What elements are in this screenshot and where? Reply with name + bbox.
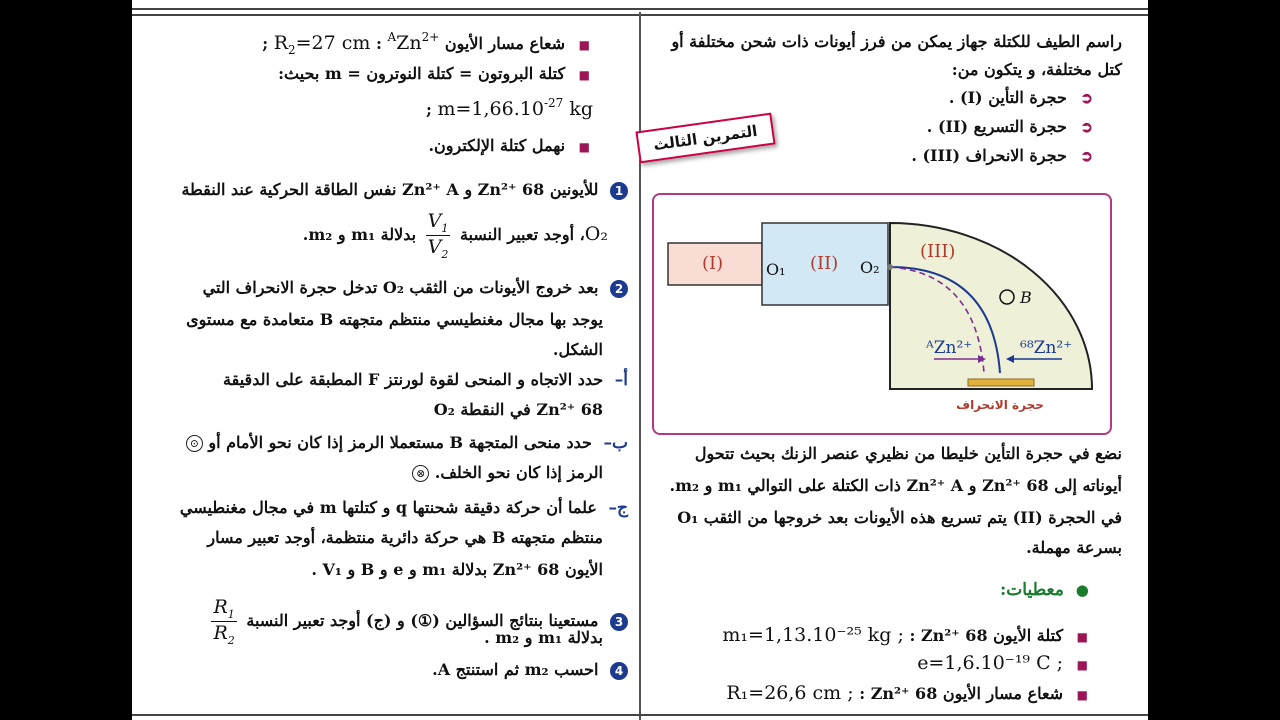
bullet-icon: ■ xyxy=(578,38,590,52)
number-4-icon: 4 xyxy=(610,662,628,680)
number-3-icon: 3 xyxy=(610,613,628,631)
qa-line1: أ– حدد الاتجاه و المنحى لقوة لورنتز F المطبقة على الدقيقة xyxy=(223,370,628,390)
item-3: ➲ حجرة الانحراف (III) . xyxy=(911,146,1093,165)
dot-bullet-icon: ● xyxy=(1075,581,1089,599)
bullet-icon: ■ xyxy=(578,140,590,154)
q4-line: 4 احسب m₂ ثم استنتج A. xyxy=(432,660,628,680)
q1-line1: 1 للأيونين Zn²⁺ 68 و Zn²⁺ A نفس الطاقة الحركية عند النقطة xyxy=(181,180,628,200)
label-deflection-chamber: حجرة الانحراف xyxy=(956,398,1044,412)
data-title: ● معطيات: xyxy=(1000,580,1089,600)
r2-ion: $^AZn^{2+}$ xyxy=(387,30,440,54)
q2-line1: 2 بعد خروج الأيونات من الثقب O₂ تدخل حجرة الانحراف التي xyxy=(203,278,628,298)
label-b: B xyxy=(1020,288,1032,307)
data-m1: ■ كتلة الأيون Zn²⁺ 68 : m₁=1,13.10⁻²⁵ kg ; xyxy=(722,624,1088,646)
label-zn68: ⁶⁸Zn²⁺ xyxy=(1020,338,1073,358)
para-line1: نضع في حجرة التأين خليطا من نظيري عنصر الزنك بحيث تتحول xyxy=(694,444,1122,463)
r2-label: شعاع مسار الأيون xyxy=(444,34,566,53)
spectrometer-diagram xyxy=(654,195,1110,433)
q2-line2: يوجد بها مجال مغنطيسي منتظم متجهته B متعامدة مع مستوى xyxy=(186,310,603,329)
top-rule xyxy=(132,8,1148,10)
qc-line3: الأيون Zn²⁺ 68 بدلالة m₁ و e و B و V₁ . xyxy=(311,560,603,579)
item-2: ➲ حجرة التسريع (II) . xyxy=(926,117,1093,136)
neglect-line: ■ نهمل كتلة الإلكترون. xyxy=(428,136,590,155)
qc-line2: منتظم متجهته B هي حركة دائرية منتظمة، أوجد تعبير مسار xyxy=(207,528,603,547)
q3-line2: بدلالة m₁ و m₂ . xyxy=(484,628,603,647)
q2-line3: الشكل. xyxy=(552,340,603,359)
data-r1: ■ شعاع مسار الأيون Zn²⁺ 68 : R₁=26,6 cm ; xyxy=(726,682,1088,704)
arrow-bullet-icon: ➲ xyxy=(1080,89,1093,107)
bullet-icon: ■ xyxy=(1076,658,1088,672)
label-o2: O₂ xyxy=(860,258,880,277)
item-1: ➲ حجرة التأين (I) . xyxy=(948,88,1093,107)
ratio-r1-r2: $\frac{R_1}{R_2}$ xyxy=(213,596,235,647)
collector-plate xyxy=(968,379,1034,386)
number-2-icon: 2 xyxy=(610,280,628,298)
exercise-badge: التمرين الثالث xyxy=(635,113,775,164)
bullet-icon: ■ xyxy=(578,68,590,82)
qb-line1: ب– حدد منحى المتجهة B مستعملا الرمز إذا كان نحو الأمام أو ⊙ xyxy=(186,433,628,453)
label-o1: O₁ xyxy=(766,260,786,279)
label-II: (II) xyxy=(810,253,839,274)
label-III: (III) xyxy=(920,241,956,262)
forward-symbol-icon: ⊙ xyxy=(186,435,203,452)
exercise-page xyxy=(132,0,1148,720)
arrow-bullet-icon: ➲ xyxy=(1080,118,1093,136)
q1-point: O₂ xyxy=(584,222,608,245)
label-I: (I) xyxy=(702,253,724,274)
mass-rule: ■ كتلة البروتون = كتلة النوترون = m بحيث: xyxy=(278,64,590,83)
para-line4: بسرعة مهملة. xyxy=(1026,538,1122,557)
qa-line2: Zn²⁺ 68 في النقطة O₂ xyxy=(433,400,603,419)
q3-line1: 3 مستعينا بنتائج السؤالين (①) و (ج) أوجد تعبير النسبة $\frac{R_1}{R_2}$ xyxy=(207,596,628,647)
q1-line2: O₂، أوجد تعبير النسبة $\frac{V_1}{V_2}$ بدلالة m₁ و m₂. xyxy=(302,210,608,261)
r2-value: $R_2=27$ cm xyxy=(273,32,371,57)
qc-line1: ج– علما أن حركة دقيقة شحنتها q و كتلتها m في مجال مغنطيسي xyxy=(179,498,628,518)
ratio-v1-v2: $\frac{V_1}{V_2}$ xyxy=(427,210,449,261)
bullet-icon: ■ xyxy=(1076,688,1088,702)
bottom-rule xyxy=(132,714,1148,716)
r2-line: ■ شعاع مسار الأيون $^AZn^{2+}$ : $R_2=27$ cm ; xyxy=(262,30,590,57)
mass-value-line: $m=1,66.10^{-27}$ kg ; xyxy=(426,96,593,120)
hole-o2 xyxy=(887,264,893,270)
data-e: ■ e=1,6.10⁻¹⁹ C ; xyxy=(917,652,1088,674)
para-line2: أيوناته إلى Zn²⁺ 68 و Zn²⁺ A ذات الكتلة على التوالي m₁ و m₂. xyxy=(669,476,1122,495)
qb-line2: الرمز إذا كان نحو الخلف. ⊗ xyxy=(412,463,603,482)
mass-spectrometer-figure xyxy=(652,193,1112,435)
label-znA: ᴬZn²⁺ xyxy=(926,338,973,358)
intro-line1: راسم الطيف للكتلة جهاز يمكن من فرز أيونات ذات شحن مختلفة أو xyxy=(671,32,1122,51)
mass-value: $m=1,66.10^{-27}$ kg xyxy=(437,96,593,120)
column-divider xyxy=(639,12,641,720)
number-1-icon: 1 xyxy=(610,182,628,200)
intro-line2: كتل مختلفة، و يتكون من: xyxy=(951,60,1122,79)
bullet-icon: ■ xyxy=(1076,630,1088,644)
backward-symbol-icon: ⊗ xyxy=(412,465,429,482)
arrow-bullet-icon: ➲ xyxy=(1080,147,1093,165)
para-line3: في الحجرة (II) يتم تسريع هذه الأيونات بعد خروجها من الثقب O₁ xyxy=(677,508,1122,527)
